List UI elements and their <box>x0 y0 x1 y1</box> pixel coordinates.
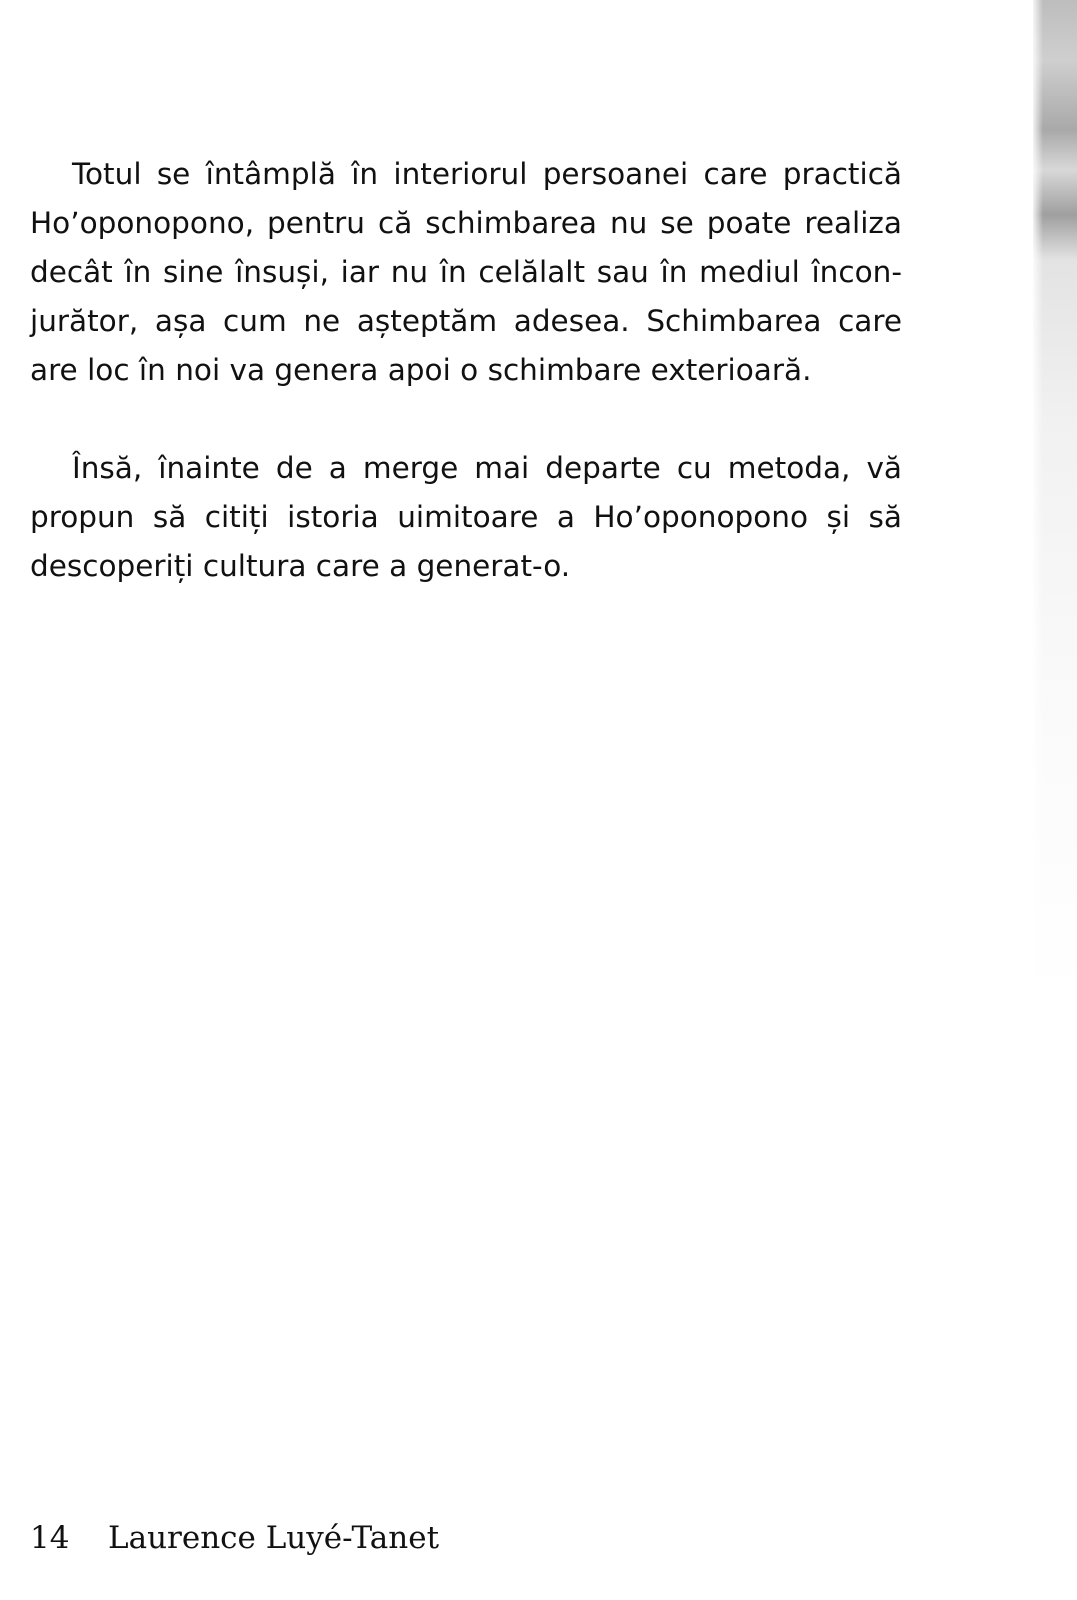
cover-edge-image <box>1033 0 1077 1600</box>
page-footer <box>30 1520 439 1556</box>
page-number: 14 <box>30 1520 70 1556</box>
paragraph-2: Însă, înainte de a merge mai departe cu metoda, vă propun să citiți istoria uimitoare a Ho’oponopono și să descoperiți cultura care a generat-o. <box>30 451 902 583</box>
author-name: Laurence Luyé-Tanet <box>108 1520 440 1556</box>
body-text <box>30 150 902 640</box>
paragraph-1: Totul se întâmplă în interiorul persoanei care practică Ho’oponopono, pentru că schimbarea nu se poate realiza decât în sine însuși, iar nu în celălalt sau în mediul înconjurător, așa cum ne așteptăm adesea. Schimbarea care are loc în noi va genera apoi o schimbare exterioară. <box>30 157 902 387</box>
